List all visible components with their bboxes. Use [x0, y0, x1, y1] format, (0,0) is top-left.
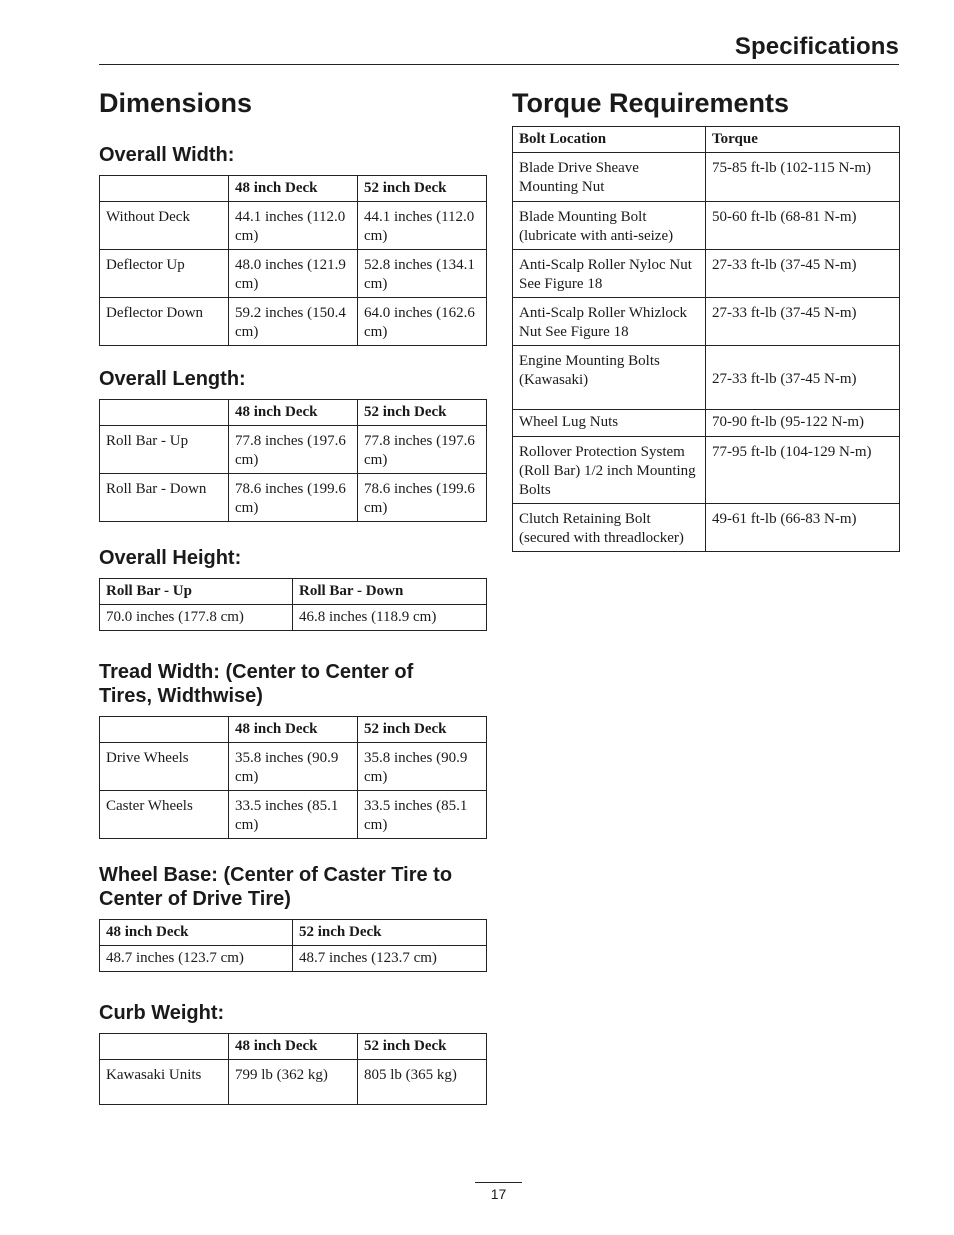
- table-header-cell: 52 inch Deck: [358, 400, 487, 426]
- overall-width-table: [99, 175, 487, 346]
- table-cell: 44.1 inches (112.0 cm): [358, 202, 487, 250]
- table-cell: 48.0 inches (121.9 cm): [229, 250, 358, 298]
- tread-width-table: [99, 716, 487, 839]
- overall-height-heading: Overall Height:: [99, 547, 242, 569]
- table-header-cell: 52 inch Deck: [293, 920, 487, 946]
- table-cell: 35.8 inches (90.9 cm): [358, 743, 487, 791]
- table-cell: 78.6 inches (199.6 cm): [358, 474, 487, 522]
- table-row: [100, 298, 487, 346]
- table-row: [100, 743, 487, 791]
- table-row: [513, 346, 900, 410]
- table-row: [513, 410, 900, 437]
- table-row: [513, 250, 900, 298]
- wheel-base-heading: [99, 863, 452, 911]
- table-cell: 35.8 inches (90.9 cm): [229, 743, 358, 791]
- table-cell: 77.8 inches (197.6 cm): [229, 426, 358, 474]
- table-header-cell: 52 inch Deck: [358, 176, 487, 202]
- torque-table: [512, 126, 900, 552]
- table-cell: 33.5 inches (85.1 cm): [229, 791, 358, 839]
- table-header-cell: [100, 176, 229, 202]
- table-row: [100, 474, 487, 522]
- table-cell: Engine Mounting Bolts (Kawasaki): [513, 346, 706, 410]
- curb-weight-heading: Curb Weight:: [99, 1002, 225, 1024]
- table-cell: 48.7 inches (123.7 cm): [293, 946, 487, 972]
- table-header-cell: 48 inch Deck: [229, 176, 358, 202]
- table-cell: Caster Wheels: [100, 791, 229, 839]
- table-header-row: [100, 400, 487, 426]
- table-cell: 27-33 ft-lb (37-45 N-m): [706, 298, 900, 346]
- table-cell: Deflector Down: [100, 298, 229, 346]
- wheel-base-heading-line2: Center of Drive Tire): [99, 888, 291, 910]
- tread-width-heading-line1: Tread Width: (Center to Center of: [99, 661, 414, 683]
- curb-weight-table: [99, 1033, 487, 1105]
- table-cell: 48.7 inches (123.7 cm): [100, 946, 293, 972]
- table-header-cell: [100, 400, 229, 426]
- table-cell: 75-85 ft-lb (102-115 N-m): [706, 153, 900, 202]
- table-cell: 33.5 inches (85.1 cm): [358, 791, 487, 839]
- table-cell: Deflector Up: [100, 250, 229, 298]
- table-header-row: [100, 920, 487, 946]
- table-cell: Anti-Scalp Roller Nyloc Nut See Figure 18: [513, 250, 706, 298]
- table-cell: 52.8 inches (134.1 cm): [358, 250, 487, 298]
- table-row: [100, 791, 487, 839]
- header-divider: [99, 64, 899, 65]
- table-cell: Wheel Lug Nuts: [513, 410, 706, 437]
- overall-length-table: [99, 399, 487, 522]
- table-cell: 70.0 inches (177.8 cm): [100, 605, 293, 631]
- table-cell: Blade Mounting Bolt (lubricate with anti-seize): [513, 202, 706, 250]
- table-row: [513, 298, 900, 346]
- table-row: [513, 153, 900, 202]
- table-cell: Without Deck: [100, 202, 229, 250]
- table-header-row: [100, 717, 487, 743]
- table-cell: Blade Drive Sheave Mounting Nut: [513, 153, 706, 202]
- overall-height-table: [99, 578, 487, 631]
- table-header-row: [100, 176, 487, 202]
- table-row: [100, 202, 487, 250]
- table-row: [513, 202, 900, 250]
- tread-width-heading: [99, 660, 413, 708]
- overall-width-heading: Overall Width:: [99, 144, 235, 166]
- table-row: [513, 504, 900, 552]
- table-cell: Clutch Retaining Bolt (secured with threadlocker): [513, 504, 706, 552]
- table-header-row: [100, 1034, 487, 1060]
- table-cell: 27-33 ft-lb (37-45 N-m): [706, 250, 900, 298]
- table-header-row: [513, 127, 900, 153]
- table-cell: Drive Wheels: [100, 743, 229, 791]
- table-row: [100, 1060, 487, 1105]
- table-cell: 805 lb (365 kg): [358, 1060, 487, 1105]
- wheel-base-heading-line1: Wheel Base: (Center of Caster Tire to: [99, 864, 453, 886]
- table-header-cell: 48 inch Deck: [229, 400, 358, 426]
- page-number: 17: [490, 1186, 507, 1202]
- dimensions-title: Dimensions: [99, 88, 253, 118]
- table-header-cell: 48 inch Deck: [229, 717, 358, 743]
- table-cell: 799 lb (362 kg): [229, 1060, 358, 1105]
- table-cell: Roll Bar - Up: [100, 426, 229, 474]
- table-header-row: [100, 579, 487, 605]
- overall-length-heading: Overall Length:: [99, 368, 246, 390]
- table-cell: 70-90 ft-lb (95-122 N-m): [706, 410, 900, 437]
- table-header-cell: Bolt Location: [513, 127, 706, 153]
- table-cell: 59.2 inches (150.4 cm): [229, 298, 358, 346]
- table-row: [100, 605, 487, 631]
- table-row: [100, 426, 487, 474]
- table-cell: 27-33 ft-lb (37-45 N-m): [706, 346, 900, 410]
- table-cell: 78.6 inches (199.6 cm): [229, 474, 358, 522]
- table-cell: 50-60 ft-lb (68-81 N-m): [706, 202, 900, 250]
- table-cell: 44.1 inches (112.0 cm): [229, 202, 358, 250]
- table-row: [100, 250, 487, 298]
- torque-title: Torque Requirements: [512, 88, 790, 118]
- footer-divider: [475, 1182, 522, 1183]
- wheel-base-table: [99, 919, 487, 972]
- table-cell: 49-61 ft-lb (66-83 N-m): [706, 504, 900, 552]
- table-header-cell: Roll Bar - Up: [100, 579, 293, 605]
- table-header-cell: [100, 1034, 229, 1060]
- table-header-cell: 52 inch Deck: [358, 717, 487, 743]
- table-cell: 46.8 inches (118.9 cm): [293, 605, 487, 631]
- table-row: [513, 437, 900, 504]
- table-cell: 64.0 inches (162.6 cm): [358, 298, 487, 346]
- table-row: [100, 946, 487, 972]
- table-cell: Kawasaki Units: [100, 1060, 229, 1105]
- section-header-title: Specifications: [734, 33, 899, 60]
- table-cell: 77.8 inches (197.6 cm): [358, 426, 487, 474]
- tread-width-heading-line2: Tires, Widthwise): [99, 685, 263, 707]
- table-cell: Roll Bar - Down: [100, 474, 229, 522]
- table-header-cell: Roll Bar - Down: [293, 579, 487, 605]
- table-header-cell: 48 inch Deck: [229, 1034, 358, 1060]
- table-cell: Rollover Protection System (Roll Bar) 1/2 inch Mounting Bolts: [513, 437, 706, 504]
- table-cell: 77-95 ft-lb (104-129 N-m): [706, 437, 900, 504]
- table-header-cell: [100, 717, 229, 743]
- table-cell: Anti-Scalp Roller Whizlock Nut See Figure 18: [513, 298, 706, 346]
- table-header-cell: 52 inch Deck: [358, 1034, 487, 1060]
- table-header-cell: Torque: [706, 127, 900, 153]
- table-header-cell: 48 inch Deck: [100, 920, 293, 946]
